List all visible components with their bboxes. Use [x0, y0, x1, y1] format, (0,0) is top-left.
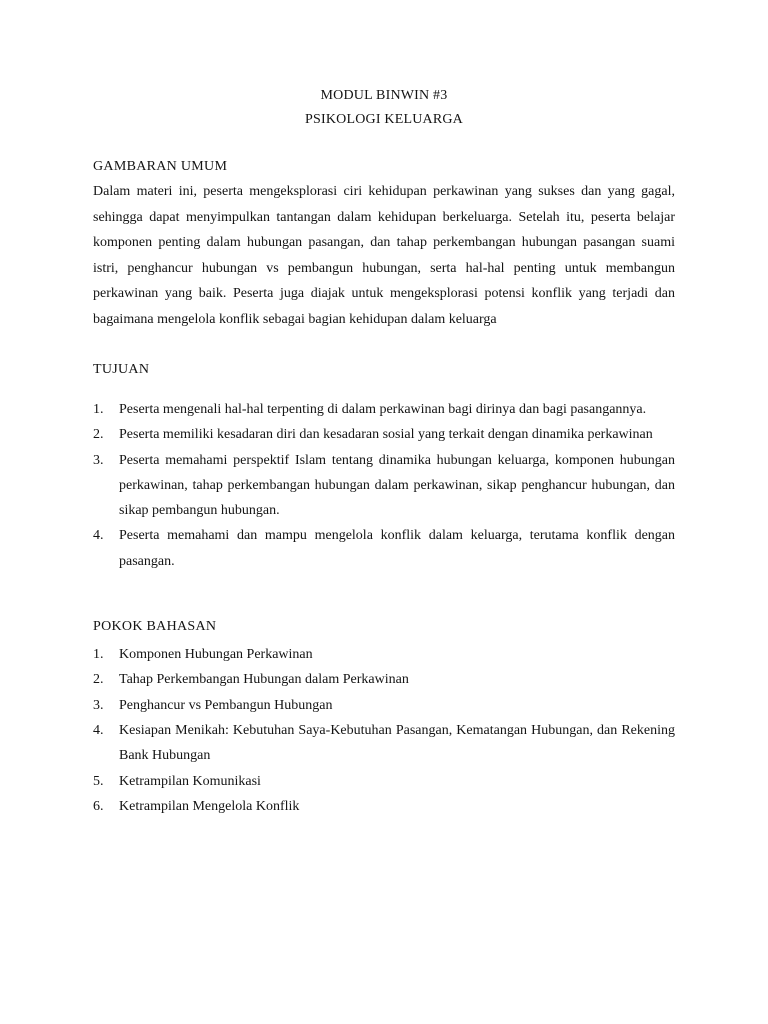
list-number: 1.	[93, 402, 104, 417]
list-item	[93, 523, 675, 574]
list-text: Penghancur vs Pembangun Hubungan	[119, 697, 333, 713]
list-text: Peserta memiliki kesadaran diri dan kesadaran sosial yang terkait dengan dinamika perkawinan	[119, 427, 653, 443]
list-item	[93, 422, 675, 447]
list-text: Peserta mengenali hal-hal terpenting di dalam perkawinan bagi dirinya dan bagi pasangannya.	[119, 402, 647, 417]
list-number: 6.	[93, 798, 104, 814]
list-text: Ketrampilan Komunikasi	[119, 773, 261, 789]
gambaran-heading: GAMBARAN UMUM	[93, 159, 228, 174]
pokok-heading: POKOK BAHASAN	[93, 619, 217, 635]
list-number: 4.	[93, 528, 104, 544]
list-text: Ketrampilan Mengelola Konflik	[119, 798, 300, 814]
list-number: 3.	[93, 697, 104, 713]
list-text: Tahap Perkembangan Hubungan dalam Perkawinan	[119, 672, 409, 688]
list-text: Kesiapan Menikah: Kebutuhan Saya-Kebutuhan Pasangan, Kematangan Hubungan, dan Rekening Bank Hubungan	[119, 722, 675, 764]
list-item	[93, 794, 675, 819]
list-item	[93, 642, 675, 667]
list-item	[93, 448, 675, 524]
module-subtitle: PSIKOLOGI KELUARGA	[305, 112, 463, 127]
list-item	[93, 693, 675, 718]
list-item	[93, 718, 675, 769]
list-number: 2.	[93, 427, 104, 443]
list-text: Peserta memahami dan mampu mengelola konflik dalam keluarga, terutama konflik dengan pasangan.	[119, 528, 675, 569]
list-text: Komponen Hubungan Perkawinan	[119, 647, 313, 663]
section-tujuan	[93, 360, 675, 574]
list-number: 2.	[93, 672, 104, 688]
list-number: 5.	[93, 773, 104, 789]
list-item	[93, 667, 675, 692]
section-gambaran-umum	[93, 157, 675, 332]
list-number: 3.	[93, 452, 104, 468]
module-title: MODUL BINWIN #3	[320, 88, 448, 103]
list-text: Peserta memahami perspektif Islam tentang dinamika hubungan keluarga, komponen hubungan perkawinan, tahap perkembangan hubungan dalam perkawinan, sikap penghancur hubungan, dan sikap pembangun hubungan.	[119, 452, 675, 519]
document-page	[93, 84, 675, 819]
tujuan-heading: TUJUAN	[93, 362, 150, 377]
section-pokok-bahasan	[93, 617, 675, 819]
list-item	[93, 397, 675, 422]
list-number: 4.	[93, 722, 104, 738]
tujuan-list	[93, 397, 675, 574]
list-number: 1.	[93, 647, 104, 663]
pokok-list	[93, 642, 675, 819]
gambaran-paragraph: Dalam materi ini, peserta mengeksplorasi ciri kehidupan perkawinan yang sukses dan yang gagal, sehingga dapat menyimpulkan tantangan dalam kehidupan berkeluarga. Setelah itu, peserta belajar komponen penting dalam hubungan pasangan, dan tahap perkembangan hubungan pasangan suami istri, penghancur hubungan vs pembangun hubungan, serta hal-hal penting untuk membangun perkawinan yang baik. Peserta juga diajak untuk mengeksplorasi potensi konflik yang terjadi dan bagaimana mengelola konflik sebagai bagian kehidupan dalam keluarga	[93, 184, 675, 327]
list-item	[93, 769, 675, 794]
